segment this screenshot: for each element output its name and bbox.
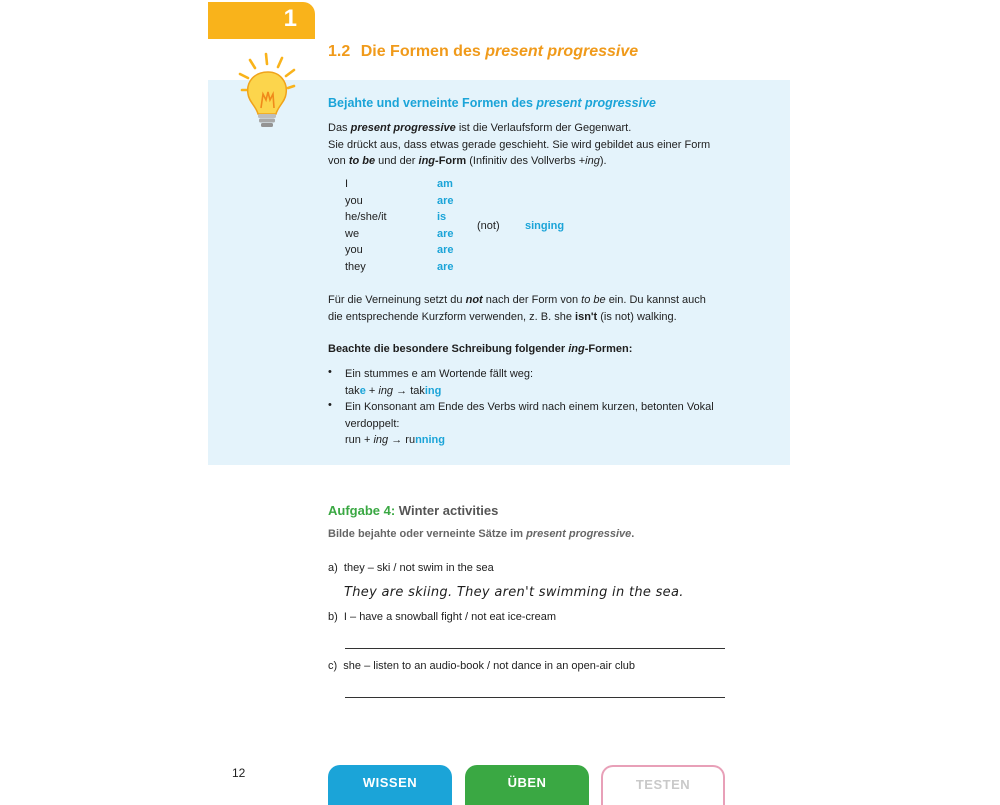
example-plus: + [363, 434, 371, 446]
bullet-marker: • [328, 399, 332, 411]
task-label: Aufgabe 4: [328, 503, 396, 518]
negation-text: nach der Form von [485, 294, 579, 306]
example-plus: + [368, 384, 376, 397]
lightbulb-icon [236, 50, 302, 132]
conj-pronoun: I [345, 178, 349, 190]
example-highlight: nning [415, 434, 445, 446]
intro-text: ist die Verlaufsform der Gegenwart. [458, 122, 632, 134]
intro-term: to be [348, 155, 376, 168]
section-title [328, 43, 638, 61]
example-stem: run [345, 434, 361, 446]
conj-verb: am [437, 178, 453, 190]
item-letter: a) [328, 562, 338, 574]
negation-term: isn't [575, 310, 598, 323]
negation-line-2 [328, 309, 706, 326]
task-name: Winter activities [398, 503, 499, 518]
intro-term: present progressive [350, 122, 456, 134]
chapter-tab [208, 2, 315, 39]
spelling-rule-2 [345, 399, 714, 449]
task-item-a [328, 562, 494, 574]
spelling-title-text: Beachte die besondere Schreibung folgender [328, 343, 566, 355]
conj-pronoun: we [345, 228, 360, 240]
spelling-title [328, 343, 632, 355]
intro-line-1 [328, 120, 710, 137]
wissen-button[interactable]: WISSEN [328, 765, 452, 805]
conj-pronoun: he/she/it [345, 211, 387, 223]
task-title [328, 503, 498, 518]
task-instruction-text: . [631, 528, 635, 540]
task-instruction [328, 528, 634, 540]
section-number: 1.2 [328, 43, 351, 60]
spelling-example-1 [345, 383, 533, 400]
example-result-stem: ru [405, 434, 416, 446]
spelling-title-term: ing [568, 343, 585, 355]
intro-paragraph [328, 120, 710, 170]
conj-pronoun: they [345, 261, 366, 273]
conj-pronoun: you [345, 244, 363, 256]
spelling-rule-text: Ein Konsonant am Ende des Verbs wird nach einem kurzen, betonten Vokal [345, 401, 714, 413]
example-ing: ing [373, 434, 389, 446]
intro-term: ing [585, 155, 600, 168]
conj-main-verb: singing [525, 220, 565, 232]
intro-text: und der [378, 155, 416, 168]
negation-paragraph [328, 292, 706, 325]
chapter-number: 1 [283, 5, 297, 32]
intro-line-2: Sie drückt aus, dass etwas gerade geschieht. Sie wird gebildet aus einer Form [328, 138, 711, 151]
example-result-stem: tak [410, 384, 425, 397]
negation-text: Für die Verneinung setzt du [328, 294, 463, 306]
conj-verb: are [437, 244, 454, 256]
item-a-answer: They are skiing. They aren't swimming in the sea. [344, 585, 684, 600]
example-highlight: ing [424, 384, 442, 397]
example-ing: ing [378, 384, 394, 397]
item-prompt: they – ski / not swim in the sea [343, 562, 494, 574]
spelling-rule-text: verdoppelt: [345, 417, 400, 430]
conj-verb: is [437, 211, 447, 223]
infobox-title [328, 96, 656, 110]
intro-text: Das [328, 122, 348, 134]
intro-term: ing [418, 155, 436, 168]
intro-line-3 [328, 153, 710, 170]
negation-term: to be [581, 294, 606, 306]
intro-text: ). [599, 155, 607, 168]
conj-verb: are [437, 228, 454, 240]
task-item-b [328, 611, 556, 623]
infobox-title-text: Bejahte und verneinte Formen des [328, 96, 533, 110]
section-title-text: Die Formen des [360, 43, 481, 60]
example-highlight: e [359, 384, 366, 397]
section-title-italic: present progressive [485, 43, 639, 60]
answer-line-b[interactable] [345, 648, 725, 649]
conj-verb: are [437, 195, 454, 207]
arrow-right-icon: → [396, 384, 408, 397]
conj-verb: are [437, 261, 454, 273]
item-prompt: I – have a snowball fight / not eat ice-cream [343, 611, 557, 623]
task-item-c [328, 660, 635, 672]
negation-line-1 [328, 292, 706, 309]
testen-button[interactable]: TESTEN [601, 765, 725, 805]
intro-text: von [328, 155, 346, 168]
intro-term: -Form [435, 155, 467, 168]
negation-text: (is not) walking. [600, 310, 677, 323]
item-letter: b) [328, 611, 338, 623]
arrow-right-icon: → [391, 434, 403, 446]
page-number: 12 [232, 766, 246, 780]
negation-text: ein. Du kannst auch [608, 294, 706, 306]
conj-negation: (not) [477, 220, 500, 232]
ueben-button[interactable]: ÜBEN [465, 765, 589, 805]
negation-text: die entsprechende Kurzform verwenden, z. B. she [328, 310, 572, 323]
intro-text: (Infinitiv des Vollverbs + [469, 155, 586, 168]
item-prompt: she – listen to an audio-book / not dance in an open-air club [343, 660, 635, 672]
infobox-title-italic: present progressive [536, 96, 656, 110]
negation-term: not [465, 294, 483, 306]
answer-line-c[interactable] [345, 697, 725, 698]
example-stem: tak [345, 384, 360, 397]
item-letter: c) [328, 660, 338, 672]
spelling-title-text: -Formen: [584, 343, 633, 355]
spelling-rule-text: Ein stummes e am Wortende fällt weg: [345, 368, 534, 380]
spelling-example-2 [345, 432, 714, 449]
bullet-marker: • [328, 366, 332, 378]
spelling-rule-1 [345, 366, 533, 399]
task-instruction-term: present progressive [526, 528, 632, 540]
conj-pronoun: you [345, 195, 363, 207]
task-instruction-text: Bilde bejahte oder verneinte Sätze im [328, 528, 524, 540]
